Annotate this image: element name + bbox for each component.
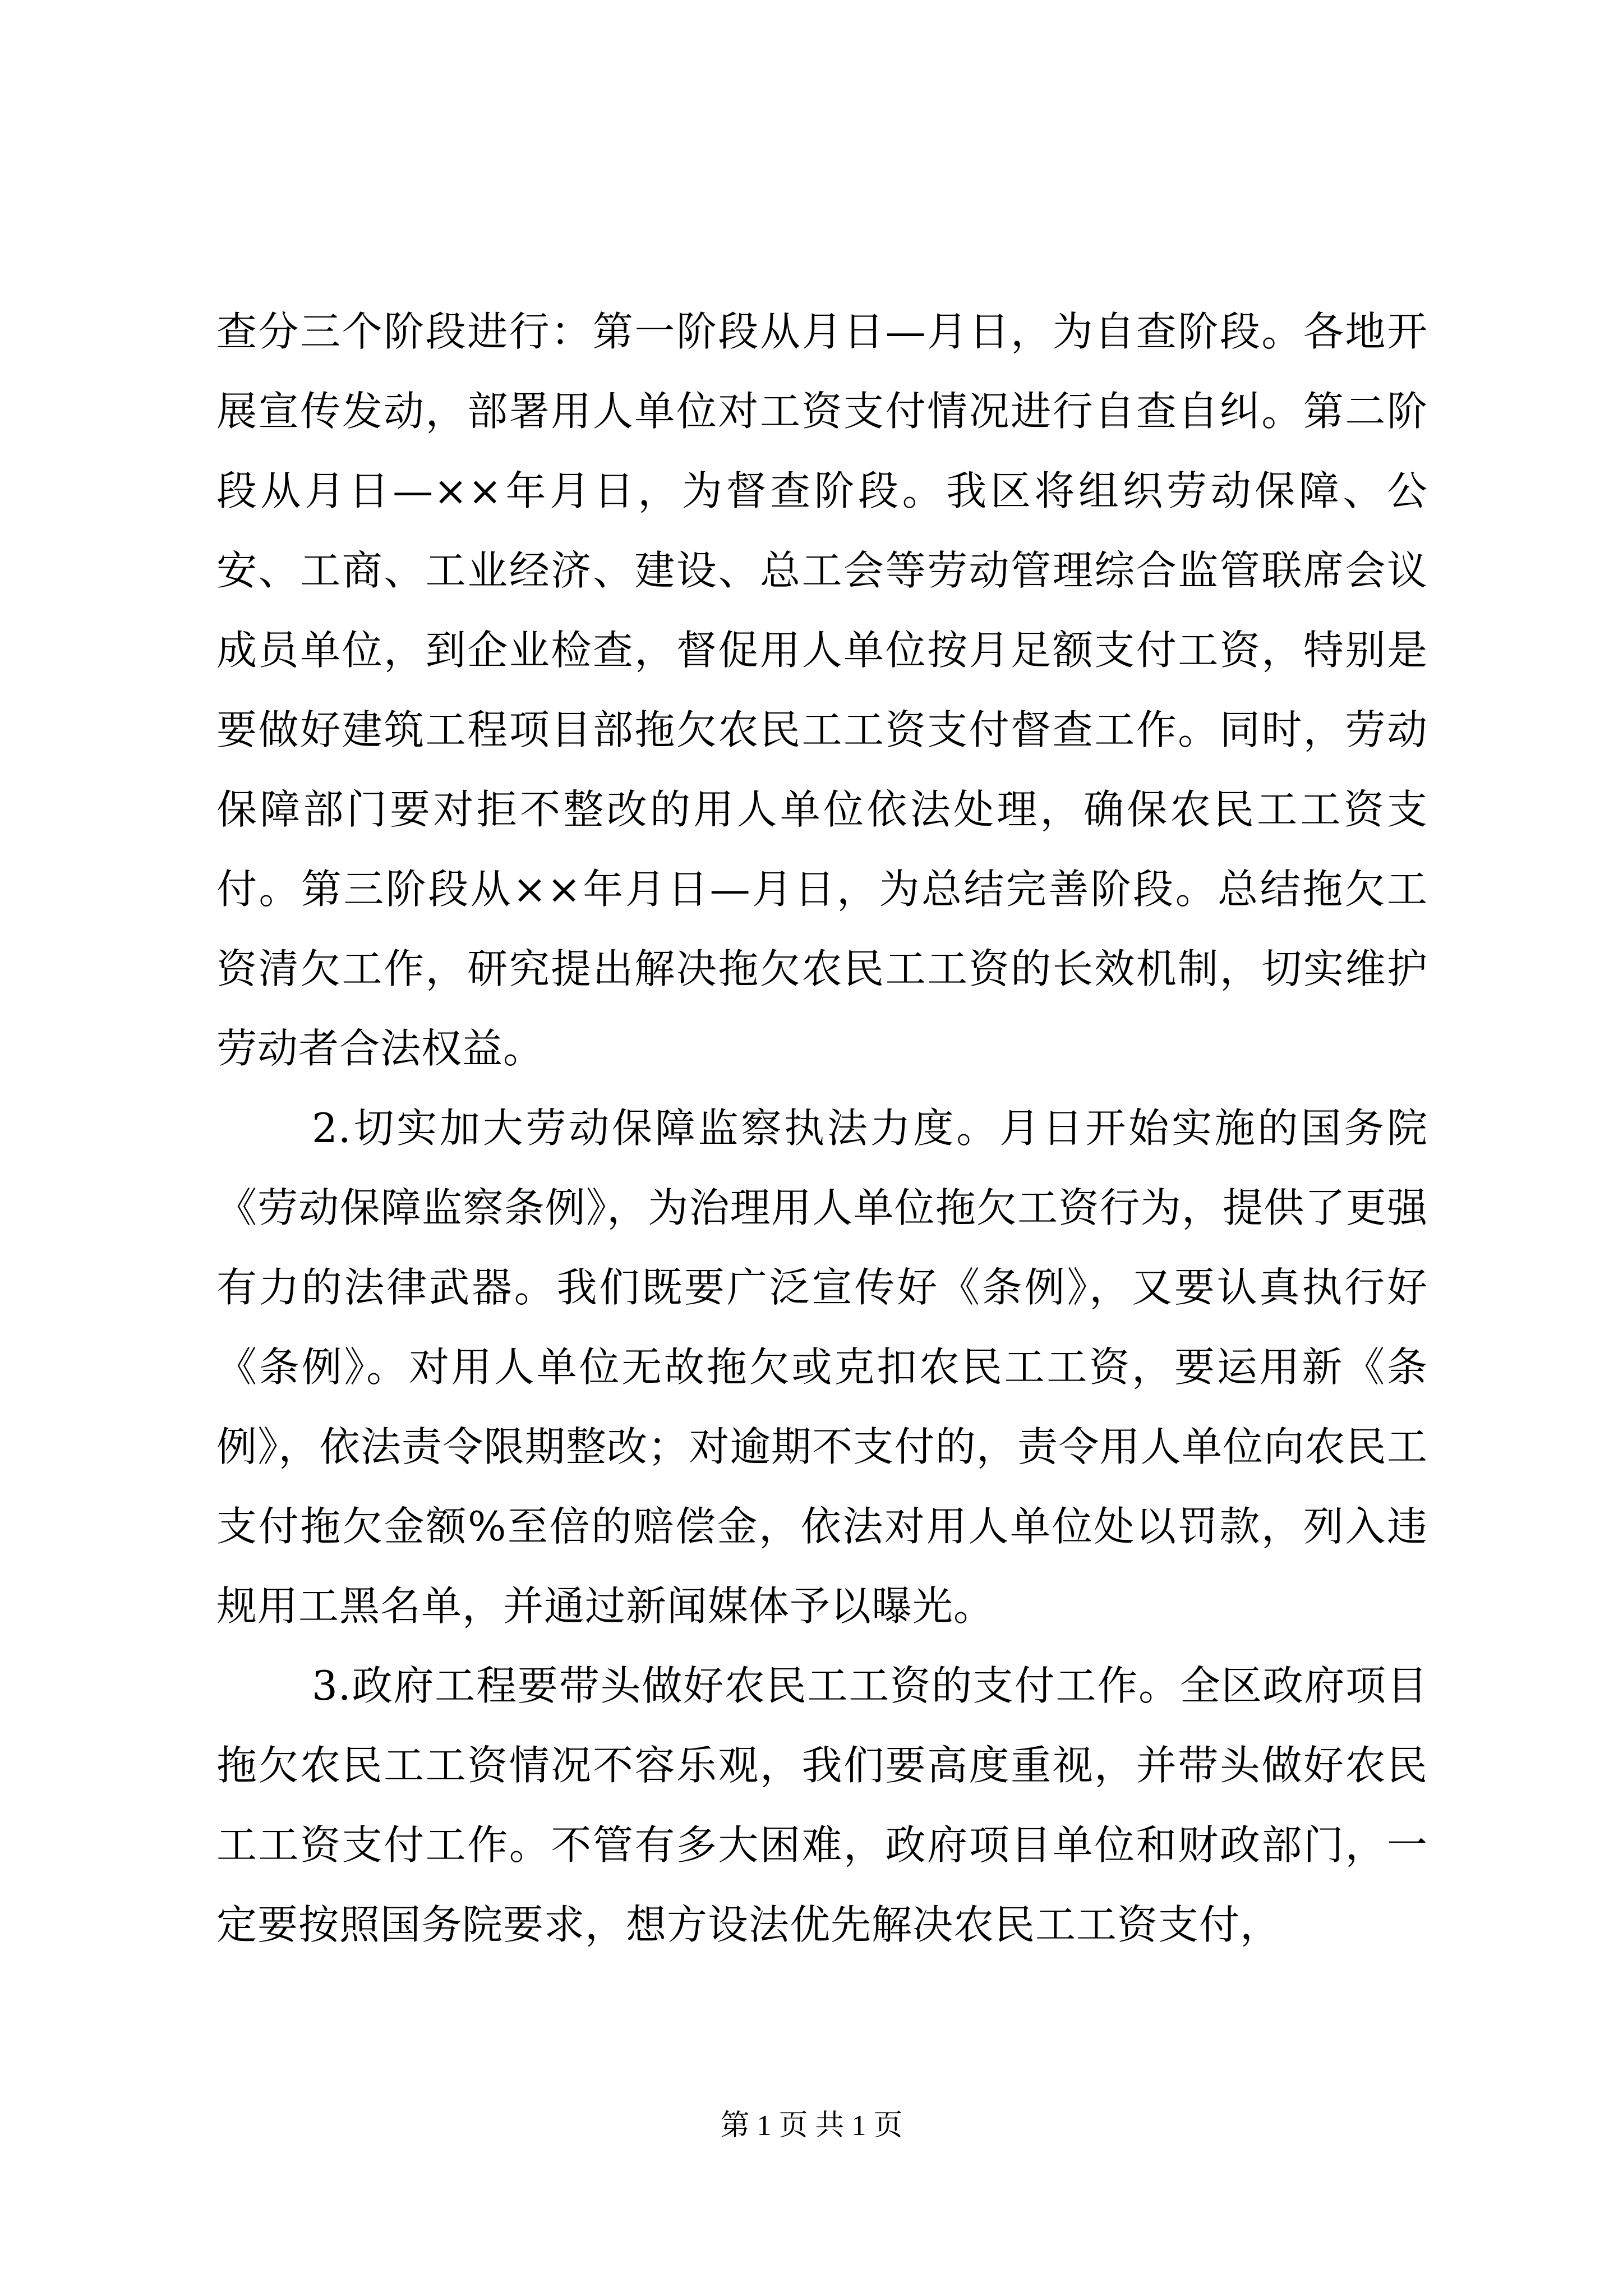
document-body: [216, 292, 1428, 1964]
paragraph-stage-schedule: 查分三个阶段进行：第一阶段从月日—月日，为自查阶段。各地开展宣传发动，部署用人单位对工资支付情况进行自查自纠。第二阶段从月日—××年月日，为督查阶段。我区将组织劳动保障、公安、工商、工业经济、建设、总工会等劳动管理综合监管联席会议成员单位，到企业检查，督促用人单位按月足额支付工资，特别是要做好建筑工程项目部拖欠农民工工资支付督查工作。同时，劳动保障部门要对拒不整改的用人单位依法处理，确保农民工工资支付。第三阶段从××年月日—月日，为总结完善阶段。总结拖欠工资清欠工作，研究提出解决拖欠农民工工资的长效机制，切实维护劳动者合法权益。: [216, 308, 1428, 1072]
paragraph-labor-inspection: 2.切实加大劳动保障监察执法力度。月日开始实施的国务院《劳动保障监察条例》，为治理用人单位拖欠工资行为，提供了更强有力的法律武器。我们既要广泛宣传好《条例》，又要认真执行好《条例》。对用人单位无故拖欠或克扣农民工工资，要运用新《条例》，依法责令限期整改；对逾期不支付的，责令用人单位向农民工支付拖欠金额%至倍的赔偿金，依法对用人单位处以罚款，列入违规用工黑名单，并通过新闻媒体予以曝光。: [216, 1105, 1428, 1630]
page-number-footer: 第 1 页 共 1 页: [720, 2110, 903, 2142]
paragraph-government-projects: 3.政府工程要带头做好农民工工资的支付工作。全区政府项目拖欠农民工工资情况不容乐观，我们要高度重视，并带头做好农民工工资支付工作。不管有多大困难，政府项目单位和财政部门，一定要按照国务院要求，想方设法优先解决农民工工资支付，: [216, 1662, 1428, 1948]
